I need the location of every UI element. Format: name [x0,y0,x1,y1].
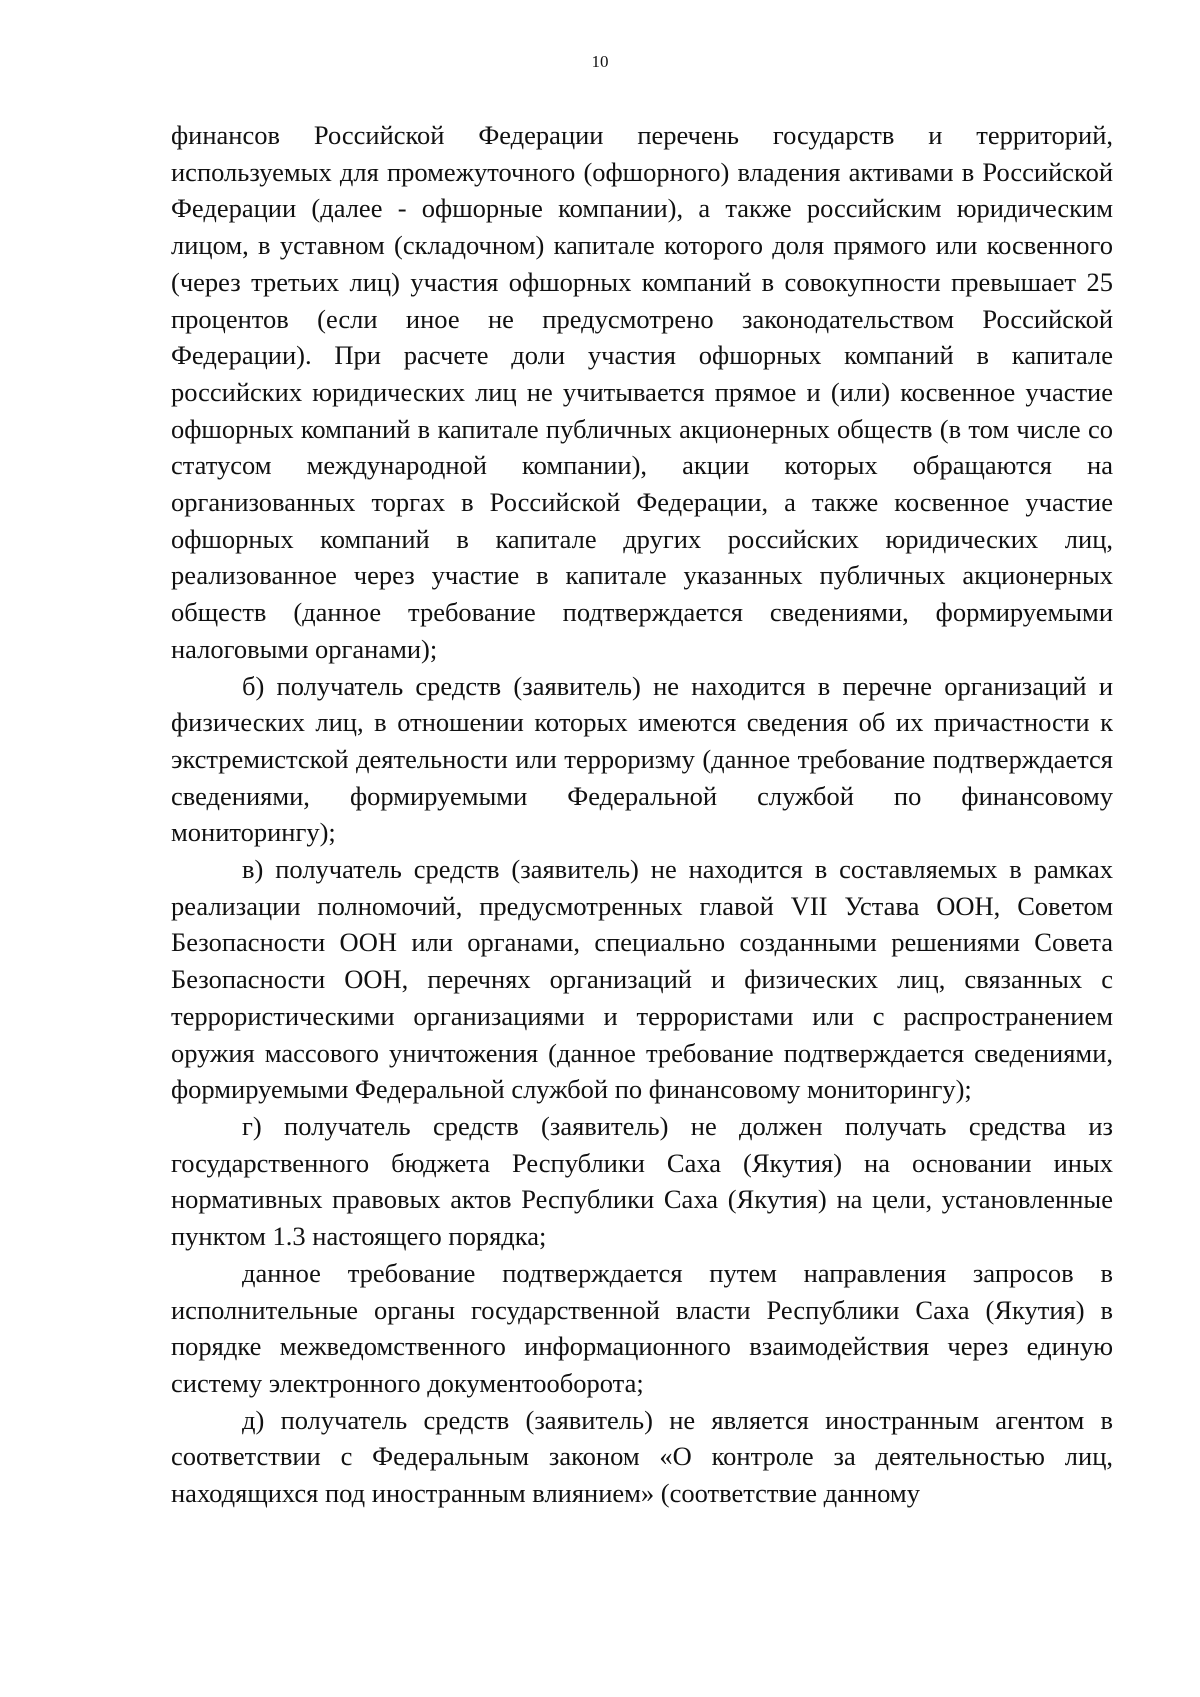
page-number: 10 [591,52,609,71]
paragraph-g-budget-funds: г) получатель средств (заявитель) не должен получать средства из государственного бюджета Республики Саха (Якутия) на основании иных нормативных правовых актов Республики Саха (Якутия) на цели, установленные пунктом 1.3 настоящего порядка; [171,1110,1113,1252]
paragraph-verification-requests: данное требование подтверждается путем направления запросов в исполнительные органы государственной власти Республики Саха (Якутия) в порядке межведомственного информационного взаимодействия через единую систему электронного документооборота; [171,1257,1113,1398]
paragraph-offshore-continuation: финансов Российской Федерации перечень государств и территорий, используемых для промежуточного (офшорного) владения активами в Российской Федерации (далее - офшорные компании), а также российским юридическим лицом, в уставном (складочном) капитале которого доля прямого или косвенного (через третьих лиц) участия офшорных компаний в совокупности превышает 25 процентов (если иное не предусмотрено законодательством Российской Федерации). При расчете доли участия офшорных компаний в капитале российских юридических лиц не учитывается прямое и (или) косвенное участие офшорных компаний в капитале публичных акционерных обществ (в том числе со статусом международной компании), акции которых обращаются на организованных торгах в Российской Федерации, а также косвенное участие офшорных компаний в капитале других российских юридических лиц, реализованное через участие в капитале указанных публичных акционерных обществ (данное требование подтверждается сведениями, формируемыми налоговыми органами); [171,120,1113,664]
paragraph-d-foreign-agent: д) получатель средств (заявитель) не является иностранным агентом в соответствии с Федеральным законом «О контроле за деятельностью лиц, находящихся под иностранным влиянием» (соответствие данному [171,1404,1113,1509]
paragraph-v-un-security-council-lists: в) получатель средств (заявитель) не находится в составляемых в рамках реализации полномочий, предусмотренных главой VII Устава ООН, Советом Безопасности ООН или органами, специально созданными решениями Совета Безопасности ООН, перечнях организаций и физических лиц, связанных с террористическими организациями и террористами или с распространением оружия массового уничтожения (данное требование подтверждается сведениями, формируемыми Федеральной службой по финансовому мониторингу); [171,854,1113,1105]
document-body [171,117,1113,1512]
paragraph-b-extremism-list: б) получатель средств (заявитель) не находится в перечне организаций и физических лиц, в отношении которых имеются сведения об их причастности к экстремистской деятельности или терроризму (данное требование подтверждается сведениями, формируемыми Федеральной службой по финансовому мониторингу); [171,670,1113,848]
